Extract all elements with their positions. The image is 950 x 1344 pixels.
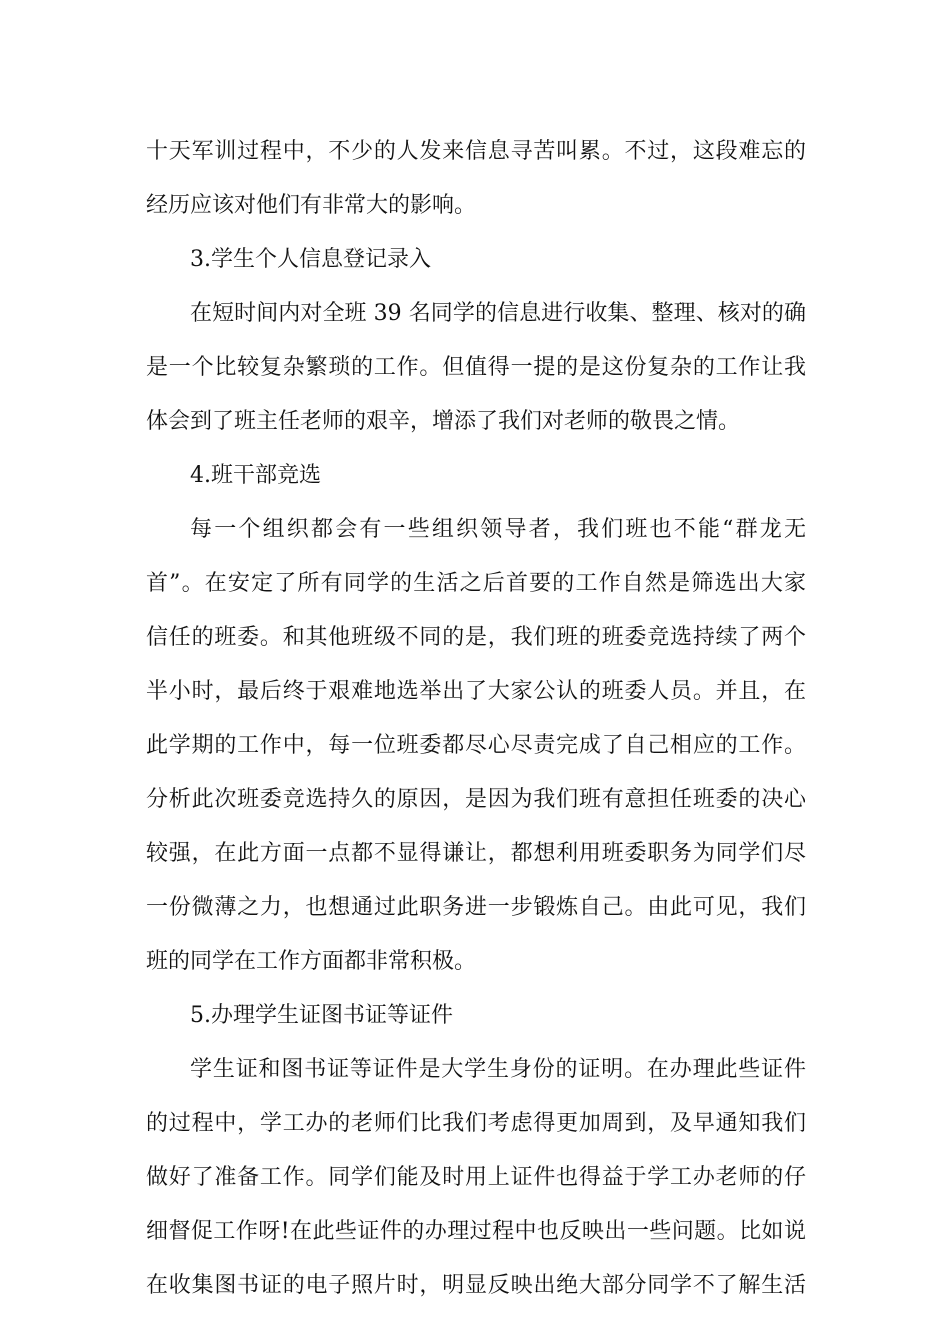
body-line: 是一个比较复杂繁琐的工作。但值得一提的是这份复杂的工作让我: [146, 355, 806, 380]
body-line: 一份微薄之力，也想通过此职务进一步锻炼自己。由此可见，我们: [146, 895, 806, 920]
body-line: 在收集图书证的电子照片时，明显反映出绝大部分同学不了解生活: [146, 1273, 806, 1298]
body-line: 此学期的工作中，每一位班委都尽心尽责完成了自己相应的工作。: [146, 733, 806, 758]
body-line: 班的同学在工作方面都非常积极。: [146, 949, 477, 974]
body-line: 学生证和图书证等证件是大学生身份的证明。在办理此些证件: [190, 1057, 806, 1082]
body-line: 体会到了班主任老师的艰辛，增添了我们对老师的敬畏之情。: [146, 409, 741, 434]
body-line: 半小时，最后终于艰难地选举出了大家公认的班委人员。并且，在: [146, 679, 806, 704]
section-heading: 5.办理学生证图书证等证件: [190, 1003, 453, 1028]
body-line: 在短时间内对全班 39 名同学的信息进行收集、整理、核对的确: [190, 301, 806, 326]
body-line: 的过程中，学工办的老师们比我们考虑得更加周到，及早通知我们: [146, 1111, 806, 1136]
body-line: 细督促工作呀!在此些证件的办理过程中也反映出一些问题。比如说: [146, 1219, 806, 1244]
body-line: 较强，在此方面一点都不显得谦让，都想利用班委职务为同学们尽: [146, 841, 806, 866]
body-line: 做好了准备工作。同学们能及时用上证件也得益于学工办老师的仔: [146, 1165, 806, 1190]
body-line: 首”。在安定了所有同学的生活之后首要的工作自然是筛选出大家: [146, 571, 806, 596]
body-line: 经历应该对他们有非常大的影响。: [146, 193, 477, 218]
section-heading: 3.学生个人信息登记录入: [190, 247, 431, 272]
body-line: 十天军训过程中，不少的人发来信息寻苦叫累。不过，这段难忘的: [146, 139, 806, 164]
document-body: [146, 125, 806, 1313]
body-line: 每一个组织都会有一些组织领导者，我们班也不能“群龙无: [190, 517, 806, 542]
body-line: 信任的班委。和其他班级不同的是，我们班的班委竞选持续了两个: [146, 625, 806, 650]
body-line: 分析此次班委竞选持久的原因，是因为我们班有意担任班委的决心: [146, 787, 806, 812]
section-heading: 4.班干部竞选: [190, 463, 321, 488]
